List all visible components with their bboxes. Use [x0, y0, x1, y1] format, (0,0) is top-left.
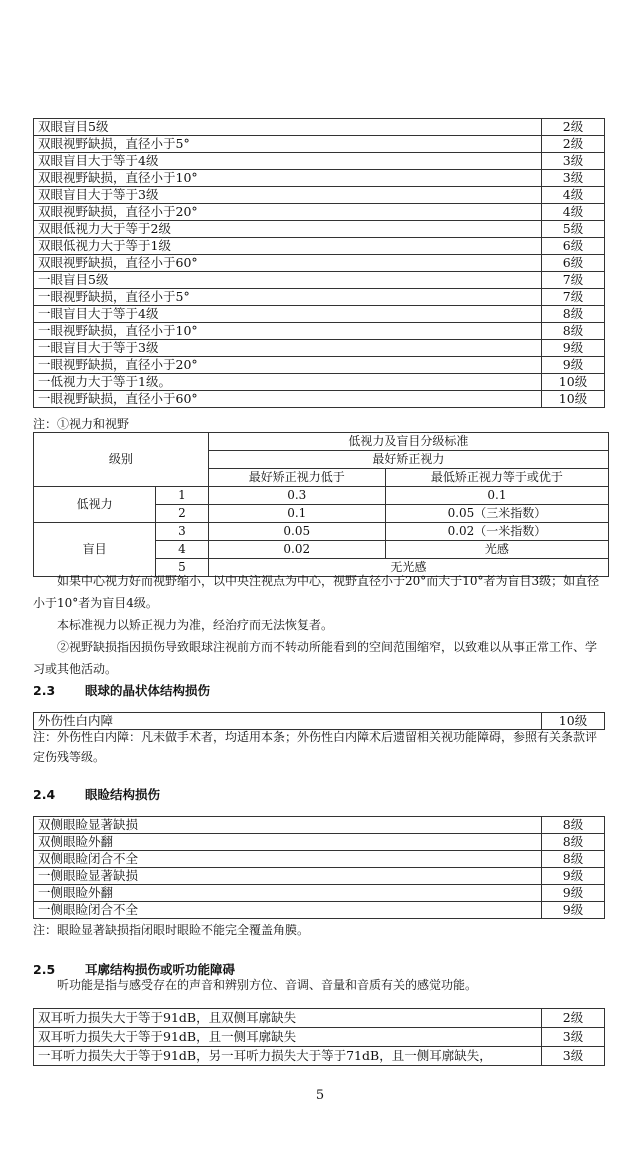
- level-cell: 10级: [542, 374, 605, 391]
- table-row: [34, 391, 605, 408]
- level-cell: 7级: [542, 289, 605, 306]
- description-cell: 双眼视野缺损，直径小于20°: [34, 204, 542, 221]
- level-cell: 10级: [542, 391, 605, 408]
- level-cell: 9级: [542, 885, 605, 902]
- table-row: [34, 255, 605, 272]
- description-cell: 双耳听力损失大于等于91dB，且双侧耳廓缺失: [34, 1009, 542, 1028]
- note-lens: 注：外伤性白内障：凡未做手术者，均适用本条；外伤性白内障术后遗留相关视功能障碍，参照有关条款评定伤残等级。: [33, 730, 598, 764]
- section-heading-2-4: 2.4 眼睑结构损伤: [33, 787, 161, 802]
- grade-cell: 5: [156, 559, 209, 577]
- group-low-vision: 低视力: [34, 487, 156, 523]
- level-cell: 8级: [542, 817, 605, 834]
- grade-cell: 4: [156, 541, 209, 559]
- description-cell: 双眼视野缺损，直径小于60°: [34, 255, 542, 272]
- description-cell: 双眼视野缺损，直径小于10°: [34, 170, 542, 187]
- higher-cell: 光感: [385, 541, 608, 559]
- table-row: [34, 306, 605, 323]
- level-cell: 8级: [542, 834, 605, 851]
- table-row: [34, 834, 605, 851]
- description-cell: 一眼盲目大于等于3级: [34, 340, 542, 357]
- vision-loss-table: [33, 118, 605, 408]
- note-vision-title: 注：①视力和视野: [33, 417, 130, 431]
- description-cell: 双侧眼睑显著缺损: [34, 817, 542, 834]
- vision-grade-table: [33, 432, 609, 577]
- table-row: [34, 187, 605, 204]
- description-cell: 外伤性白内障: [34, 713, 542, 730]
- description-cell: 双耳听力损失大于等于91dB，且一侧耳廓缺失: [34, 1028, 542, 1047]
- description-cell: 一侧眼睑闭合不全: [34, 902, 542, 919]
- description-cell: 一眼视野缺损，直径小于20°: [34, 357, 542, 374]
- grade-cell: 3: [156, 523, 209, 541]
- description-cell: 一眼盲目5级: [34, 272, 542, 289]
- description-cell: 一侧眼睑外翻: [34, 885, 542, 902]
- description-cell: 一眼盲目大于等于4级: [34, 306, 542, 323]
- higher-cell: 0.02（一米指数）: [385, 523, 608, 541]
- level-cell: 6级: [542, 238, 605, 255]
- hearing-table: [33, 1008, 605, 1066]
- table-row: [34, 153, 605, 170]
- header-col-lower: 最好矫正视力低于: [208, 469, 385, 487]
- table-row: [34, 433, 609, 451]
- lower-cell: 0.3: [208, 487, 385, 505]
- table-row: [34, 1047, 605, 1066]
- note-eyelid: 注：眼睑显著缺损指闭眼时眼睑不能完全覆盖角膜。: [33, 923, 310, 937]
- table-row: [34, 272, 605, 289]
- table-row: [34, 238, 605, 255]
- table-row: [34, 136, 605, 153]
- level-cell: 9级: [542, 902, 605, 919]
- table-row: [34, 885, 605, 902]
- table-row: [34, 221, 605, 238]
- header-col-higher: 最低矫正视力等于或优于: [385, 469, 608, 487]
- group-blind: 盲目: [34, 523, 156, 577]
- description-cell: 双眼盲目5级: [34, 119, 542, 136]
- table-row: [34, 868, 605, 885]
- level-cell: 8级: [542, 306, 605, 323]
- table-row: [34, 1028, 605, 1047]
- table-row: [34, 340, 605, 357]
- table-row: [34, 817, 605, 834]
- eyelid-table: [33, 816, 605, 919]
- level-cell: 2级: [542, 119, 605, 136]
- merged-cell: 无光感: [208, 559, 608, 577]
- description-cell: 一低视力大于等于1级。: [34, 374, 542, 391]
- grade-cell: 1: [156, 487, 209, 505]
- paragraph-vision-2: 本标准视力以矫正视力为准，经治疗而无法恢复者。: [57, 618, 334, 632]
- table-row: [34, 357, 605, 374]
- header-standard: 低视力及盲目分级标准: [208, 433, 608, 451]
- page-number: 5: [315, 1088, 325, 1103]
- level-cell: 3级: [542, 1047, 605, 1066]
- level-cell: 5级: [542, 221, 605, 238]
- higher-cell: 0.1: [385, 487, 608, 505]
- level-cell: 3级: [542, 170, 605, 187]
- header-best: 最好矫正视力: [208, 451, 608, 469]
- table-row: [34, 170, 605, 187]
- paragraph-vision-3: ②视野缺损指因损伤导致眼球注视前方而不转动所能看到的空间范围缩窄，以致难以从事正常工作、学习或其他活动。: [33, 640, 598, 676]
- paragraph-vision-1: 如果中心视力好而视野缩小，以中央注视点为中心，视野直径小于20°而大于10°者为盲目3级；如直径小于10°者为盲目4级。: [33, 574, 600, 610]
- description-cell: 一眼视野缺损，直径小于5°: [34, 289, 542, 306]
- level-cell: 3级: [542, 153, 605, 170]
- description-cell: 双眼低视力大于等于2级: [34, 221, 542, 238]
- description-cell: 双眼低视力大于等于1级: [34, 238, 542, 255]
- table-row: [34, 289, 605, 306]
- level-cell: 9级: [542, 868, 605, 885]
- paragraph-hearing: 听功能是指与感受存在的声音和辨别方位、音调、音量和音质有关的感觉功能。: [57, 978, 478, 992]
- description-cell: 一眼视野缺损，直径小于60°: [34, 391, 542, 408]
- description-cell: 双眼盲目大于等于4级: [34, 153, 542, 170]
- lower-cell: 0.05: [208, 523, 385, 541]
- level-cell: 9级: [542, 357, 605, 374]
- description-cell: 双侧眼睑外翻: [34, 834, 542, 851]
- lower-cell: 0.1: [208, 505, 385, 523]
- table-row: [34, 204, 605, 221]
- level-cell: 3级: [542, 1028, 605, 1047]
- table-row: [34, 523, 609, 541]
- table-row: [34, 323, 605, 340]
- table-row: [34, 1009, 605, 1028]
- level-cell: 2级: [542, 136, 605, 153]
- higher-cell: 0.05（三米指数）: [385, 505, 608, 523]
- table-row: [34, 119, 605, 136]
- description-cell: 双侧眼睑闭合不全: [34, 851, 542, 868]
- description-cell: 双眼视野缺损，直径小于5°: [34, 136, 542, 153]
- level-cell: 4级: [542, 204, 605, 221]
- level-cell: 4级: [542, 187, 605, 204]
- level-cell: 8级: [542, 323, 605, 340]
- section-heading-2-3: 2.3 眼球的晶状体结构损伤: [33, 683, 211, 698]
- level-cell: 6级: [542, 255, 605, 272]
- description-cell: 双眼盲目大于等于3级: [34, 187, 542, 204]
- table-row: [34, 851, 605, 868]
- grade-cell: 2: [156, 505, 209, 523]
- lower-cell: 0.02: [208, 541, 385, 559]
- description-cell: 一眼视野缺损，直径小于10°: [34, 323, 542, 340]
- table-row: [34, 487, 609, 505]
- level-cell: 7级: [542, 272, 605, 289]
- table-row: [34, 374, 605, 391]
- section-heading-2-5: 2.5 耳廓结构损伤或听功能障碍: [33, 962, 236, 977]
- description-cell: 一耳听力损失大于等于91dB，另一耳听力损失大于等于71dB，且一侧耳廓缺失，: [34, 1047, 542, 1066]
- table-row: [34, 902, 605, 919]
- header-grade: 级别: [34, 433, 209, 487]
- level-cell: 10级: [542, 713, 605, 730]
- level-cell: 2级: [542, 1009, 605, 1028]
- level-cell: 9级: [542, 340, 605, 357]
- level-cell: 8级: [542, 851, 605, 868]
- description-cell: 一侧眼睑显著缺损: [34, 868, 542, 885]
